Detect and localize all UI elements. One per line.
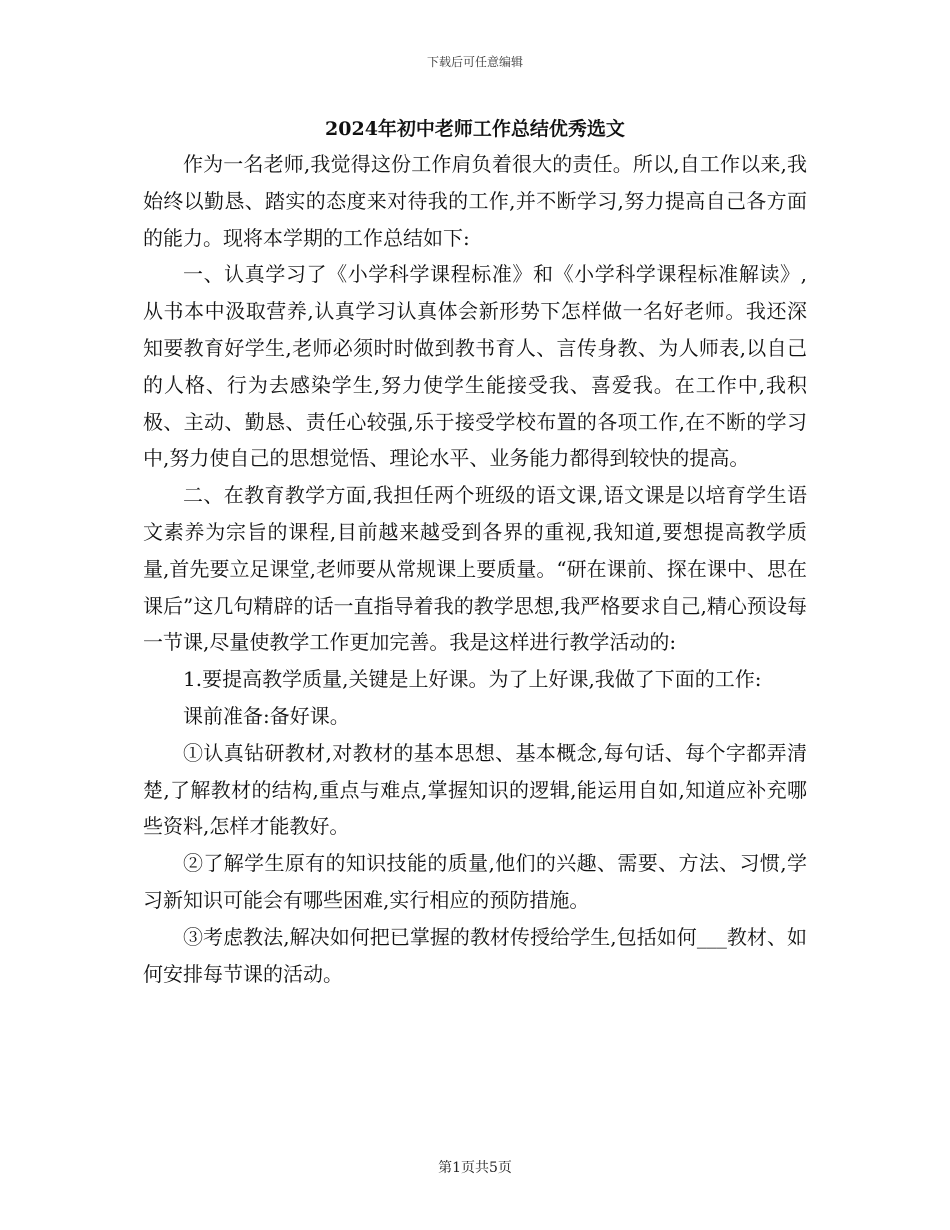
page-number: 第1页共5页 — [438, 1160, 512, 1176]
paragraph: 一、认真学习了《小学科学课程标准》和《小学科学课程标准解读》,从书本中汲取营养,认真学习认真体会新形势下怎样做一名好老师。我还深知要教育好学生,老师必须时时做到教书育人、言传身教、为人师表,以自己的人格、行为去感染学生,努力使学生能接受我、喜爱我。在工作中,我积极、主动、勤恳、责任心较强,乐于接受学校布置的各项工作,在不断的学习中,努力使自己的思想觉悟、理论水平、业务能力都得到较快的提高。 — [143, 262, 807, 471]
document-title: 2024年初中老师工作总结优秀选文 — [325, 118, 625, 140]
paragraph: 1.要提高教学质量,关键是上好课。为了上好课,我做了下面的工作: — [183, 667, 762, 692]
paragraph: ③考虑教法,解决如何把已掌握的教材传授给学生,包括如何___教材、如何安排每节课的活动。 — [143, 924, 807, 986]
paragraph: 二、在教育教学方面,我担任两个班级的语文课,语文课是以培育学生语文素养为宗旨的课程,目前越来越受到各界的重视,我知道,要想提高教学质量,首先要立足课堂,老师要从常规课上要质量。“研在课前、探在课中、思在课后”这几句精辟的话一直指导着我的教学思想,我严格要求自己,精心预设每一节课,尽量使教学工作更加完善。我是这样进行教学活动的: — [143, 483, 807, 655]
paragraph: 课前准备:备好课。 — [183, 703, 350, 728]
header-note: 下载后可任意编辑 — [426, 55, 523, 69]
document-body — [143, 146, 807, 992]
paragraph: ①认真钻研教材,对教材的基本思想、基本概念,每句话、每个字都弄清楚,了解教材的结构,重点与难点,掌握知识的逻辑,能运用自如,知道应补充哪些资料,怎样才能教好。 — [143, 740, 807, 839]
paragraph: ②了解学生原有的知识技能的质量,他们的兴趣、需要、方法、习惯,学习新知识可能会有哪些困难,实行相应的预防措施。 — [143, 851, 807, 912]
paragraph: 作为一名老师,我觉得这份工作肩负着很大的责任。所以,自工作以来,我始终以勤恳、踏实的态度来对待我的工作,并不断学习,努力提高自己各方面的能力。现将本学期的工作总结如下: — [143, 152, 807, 250]
